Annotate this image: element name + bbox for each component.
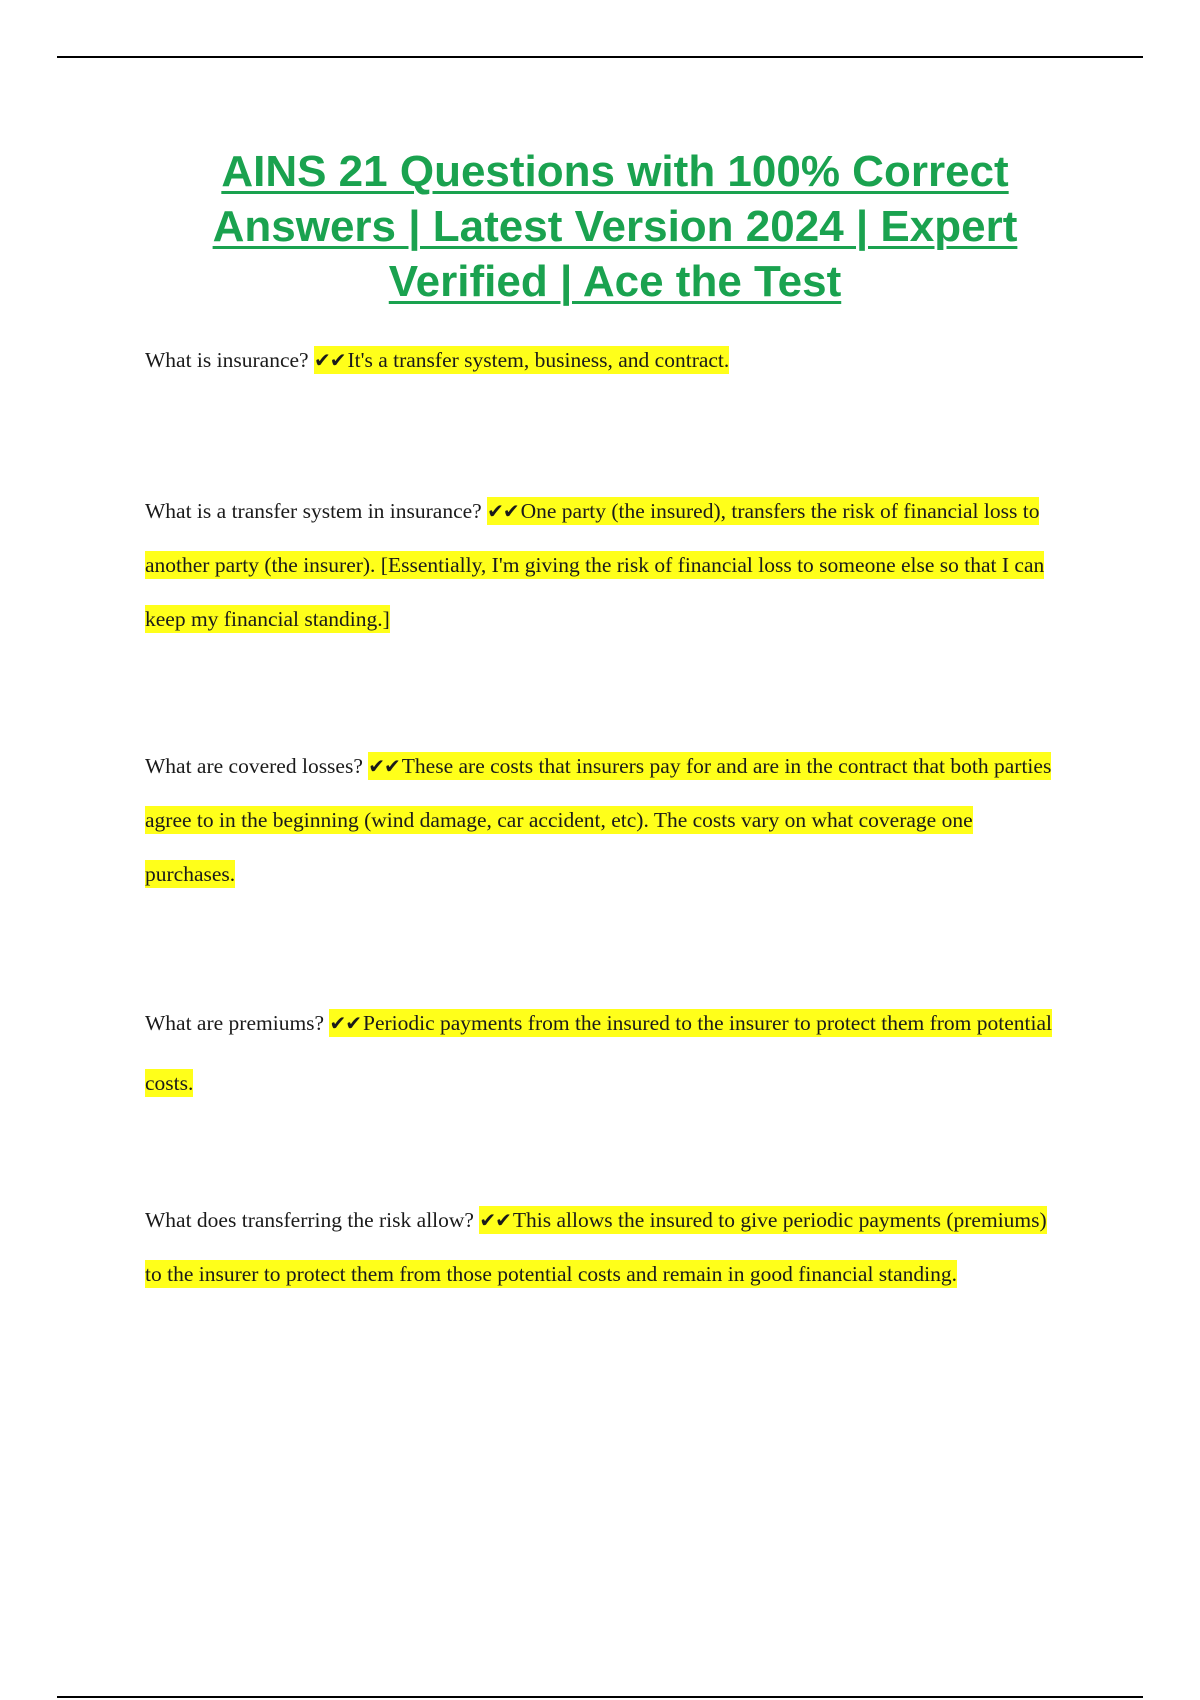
check-marks-icon: ✔✔ bbox=[487, 499, 519, 523]
question-text: What does transferring the risk allow? bbox=[145, 1208, 474, 1232]
qa-item bbox=[145, 739, 1065, 901]
answer-text: These are costs that insurers pay for and are in the contract that both parties agree to in the beginning (wind damage, car accident, etc). The costs vary on what coverage one purchases. bbox=[145, 754, 1052, 886]
question-text: What are covered losses? bbox=[145, 754, 363, 778]
qa-item bbox=[145, 993, 1065, 1113]
document-title[interactable]: AINS 21 Questions with 100% Correct Answers | Latest Version 2024 | Expert Verified | Ace the Test bbox=[212, 147, 1018, 306]
check-marks-icon: ✔✔ bbox=[329, 1011, 361, 1035]
qa-item bbox=[145, 1193, 1065, 1301]
answer-highlight bbox=[314, 346, 729, 374]
qa-item bbox=[145, 484, 1065, 646]
answer-text: One party (the insured), transfers the risk of financial loss to another party (the insurer). [Essentially, I'm giving the risk of financial loss to someone else so that I can keep my financial standing.] bbox=[145, 499, 1045, 631]
check-marks-icon: ✔✔ bbox=[479, 1208, 511, 1232]
answer-text: This allows the insured to give periodic payments (premiums) to the insurer to protect them from those potential costs and remain in good financial standing. bbox=[145, 1208, 1047, 1286]
qa-item bbox=[145, 333, 1065, 387]
bottom-rule bbox=[57, 1696, 1143, 1698]
check-marks-icon: ✔✔ bbox=[368, 754, 400, 778]
question-text: What are premiums? bbox=[145, 1011, 325, 1035]
answer-text: Periodic payments from the insured to the insurer to protect them from potential costs. bbox=[145, 1011, 1053, 1095]
question-text: What is a transfer system in insurance? bbox=[145, 499, 482, 523]
answer-text: It's a transfer system, business, and contract. bbox=[347, 348, 730, 372]
check-marks-icon: ✔✔ bbox=[313, 348, 346, 372]
top-rule bbox=[57, 56, 1143, 58]
question-text: What is insurance? bbox=[145, 348, 309, 372]
